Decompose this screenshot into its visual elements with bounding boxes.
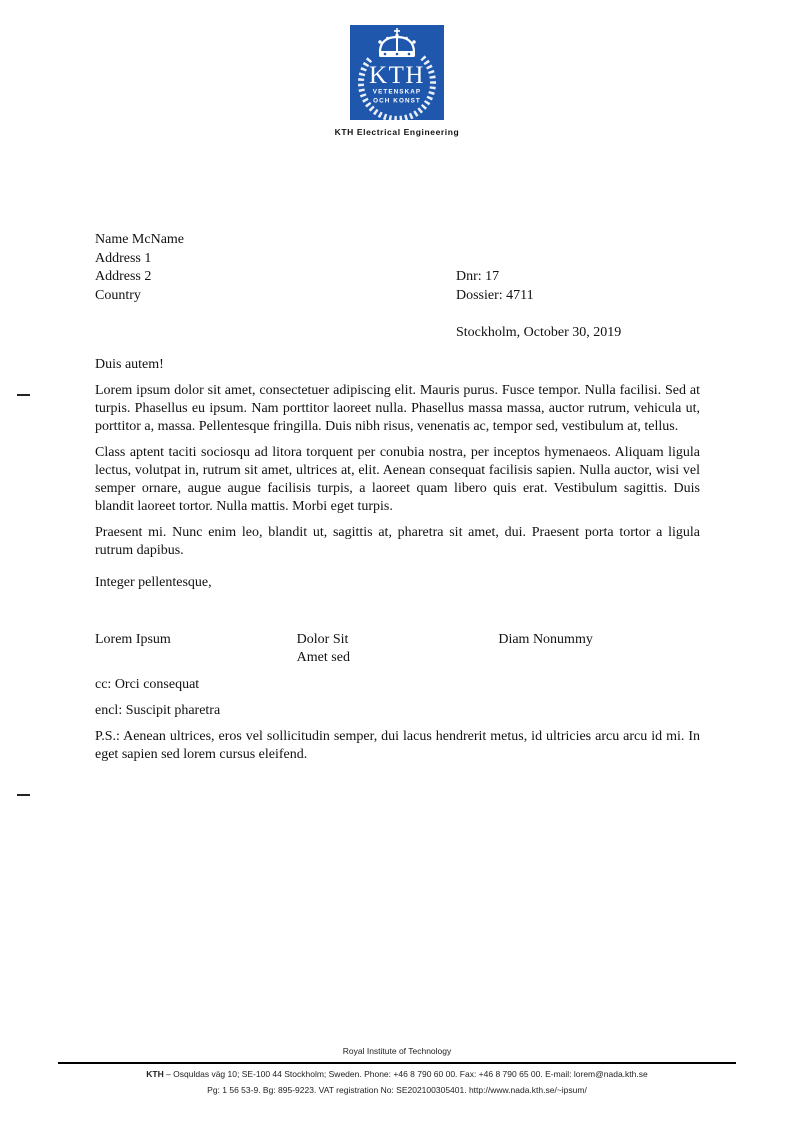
footer-registration-line: Pg: 1 56 53-9. Bg: 895-9223. VAT registration No: SE202100305401. http://www.nada.kth.se/~ipsum/ bbox=[207, 1085, 587, 1095]
dateline: Stockholm, October 30, 2019 bbox=[456, 324, 622, 340]
dossier-reference: Dossier: 4711 bbox=[456, 287, 534, 303]
cc-line: cc: Orci consequat bbox=[95, 677, 200, 692]
logo-department-label: KTH Electrical Engineering bbox=[334, 127, 460, 137]
postscript: P.S.: Aenean ultrices, eros vel sollicitudin semper, dui lacus hendrerit metus, id ultricies arcu arcu id mi. In eget sapien sed lorem cursus eleifend. bbox=[95, 729, 700, 762]
fold-mark-top bbox=[17, 394, 30, 396]
signature-column bbox=[498, 631, 700, 667]
kth-logo-block bbox=[0, 25, 794, 137]
signature-row bbox=[95, 631, 700, 667]
signature-column bbox=[297, 631, 499, 667]
seal-motto-line1: VETENSKAP bbox=[372, 88, 422, 96]
footer-rule bbox=[58, 1062, 736, 1064]
recipient-address-line2: Address 2 bbox=[95, 269, 152, 284]
body-paragraph: Praesent mi. Nunc enim leo, blandit ut, sagittis at, pharetra sit amet, dui. Praesent porta tortor a ligula rutrum dapibus. bbox=[95, 525, 700, 558]
dnr-reference: Dnr: 17 bbox=[456, 269, 500, 284]
signature-name: Dolor Sit bbox=[296, 632, 349, 647]
signature-name: Lorem Ipsum bbox=[95, 632, 171, 647]
recipient-address-line1: Address 1 bbox=[95, 250, 152, 266]
reference-block bbox=[456, 268, 621, 342]
encl-line: encl: Suscipit pharetra bbox=[95, 703, 221, 718]
recipient-country: Country bbox=[95, 287, 141, 303]
body-paragraph: Lorem ipsum dolor sit amet, consectetuer adipiscing elit. Mauris purus. Fusce tempor. Nulla facilisi. Sed at turpis. Phasellus eu ipsum. Nam porttitor laoreet nulla. Phasellus massa massa, auctor rutrum, vehicula ut, porttitor a, massa. Pellentesque fringilla. Duis nibh risus, venenatis ac, tempor sed, vestibulum at, tellus. bbox=[95, 383, 700, 434]
footer-institute: Royal Institute of Technology bbox=[342, 1046, 452, 1056]
signature-subline: Amet sed bbox=[296, 650, 350, 665]
salutation: Duis autem! bbox=[95, 357, 164, 372]
kth-seal-icon bbox=[350, 25, 444, 120]
closing-line: Integer pellentesque, bbox=[95, 575, 212, 590]
footer-kth-label: KTH bbox=[146, 1069, 164, 1079]
fold-mark-bottom bbox=[17, 794, 30, 796]
seal-motto-line2: OCH KONST bbox=[373, 97, 421, 105]
signature-name: Diam Nonummy bbox=[498, 632, 593, 647]
letter-body bbox=[95, 356, 700, 764]
footer-contact-text: – Osquldas väg 10; SE-100 44 Stockholm; Sweden. Phone: +46 8 790 60 00. Fax: +46 8 790 65 00. E-mail: lorem@nada.kth.se bbox=[163, 1069, 648, 1079]
footer-contact-line bbox=[0, 1069, 794, 1079]
signature-column bbox=[95, 631, 297, 667]
recipient-address bbox=[95, 231, 184, 305]
seal-acronym: KTH bbox=[369, 62, 425, 89]
body-paragraph: Class aptent taciti sociosqu ad litora torquent per conubia nostra, per inceptos hymenaeos. Aliquam ligula lectus, volutpat in, rutrum sit amet, ultrices at, elit. Aenean consequat facilisis sapien. Nulla auctor, wisi vel semper ornare, augue augue facilisis turpis, a laoreet quam libero quis erat. Vestibulum sagittis. Duis blandit laoreet tortor. Nulla mattis. Morbi eget turpis. bbox=[95, 445, 700, 514]
recipient-name: Name McName bbox=[95, 232, 185, 247]
